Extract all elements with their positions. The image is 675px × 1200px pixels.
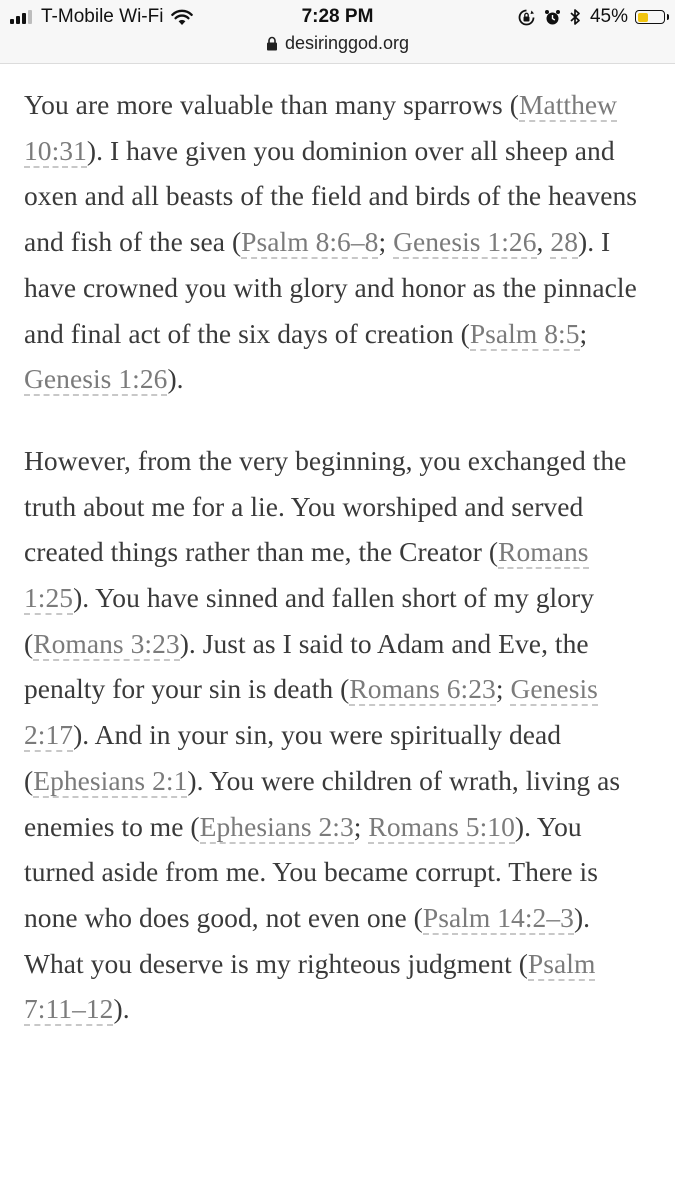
scripture-link-romans-3-23[interactable]: Romans 3:23 xyxy=(33,627,180,659)
text: ). xyxy=(113,993,130,1025)
text: ). You turned aside from me. You became corrupt. There is none who does good, not even one ( xyxy=(24,810,598,933)
scripture-link-matthew-10-31[interactable]: Matthew 10:31 xyxy=(24,89,618,166)
status-right xyxy=(518,6,665,28)
url-bar[interactable] xyxy=(0,33,675,64)
scripture-link-genesis-1-28[interactable]: 28 xyxy=(550,226,578,258)
text: ). I have crowned you with glory and honor as the pinnacle and final act of the six days of creation ( xyxy=(24,226,637,349)
text: ). You were children of wrath, living as enemies to me ( xyxy=(24,764,621,842)
battery-percent: 45% xyxy=(589,6,628,27)
text: ). I have given you dominion over all sheep and oxen and all beasts of the field and birds of the heavens and fish of the sea ( xyxy=(24,134,638,258)
scripture-link-romans-6-23[interactable]: Romans 6:23 xyxy=(349,673,496,705)
text: ). What you deserve is my righteous judgment ( xyxy=(24,901,591,979)
alarm-icon xyxy=(544,9,561,26)
scripture-link-ephesians-2-1[interactable]: Ephesians 2:1 xyxy=(33,764,188,796)
carrier-label: T-Mobile Wi-Fi xyxy=(41,6,164,27)
text: ; xyxy=(353,810,369,842)
scripture-link-genesis-1-26[interactable]: Genesis 1:26 xyxy=(393,226,537,258)
scripture-link-psalm-8-5[interactable]: Psalm 8:5 xyxy=(469,317,580,349)
text: ; xyxy=(495,673,511,705)
text: ). And in your sin, you were spiritually dead ( xyxy=(24,719,562,796)
text: , xyxy=(536,226,551,258)
scripture-link-genesis-2-17[interactable]: Genesis 2:17 xyxy=(24,673,598,751)
url-text[interactable]: desiringgod.org xyxy=(284,33,410,53)
status-bar xyxy=(0,0,675,36)
scripture-link-psalm-8-6-8[interactable]: Psalm 8:6–8 xyxy=(241,226,379,258)
url-display[interactable] xyxy=(266,33,409,54)
text: ). xyxy=(167,363,184,395)
scripture-link-romans-1-25[interactable]: Romans 1:25 xyxy=(24,536,589,614)
scripture-link-psalm-7-11-12[interactable]: Psalm 7:11–12 xyxy=(24,947,596,1025)
article-body xyxy=(24,82,654,1032)
text: You are more valuable than many sparrows ( xyxy=(24,89,519,120)
text: However, from the very beginning, you exchanged the truth about me for a lie. You worshiped and served created things rather than me, the Creator ( xyxy=(24,444,627,568)
text: ). You have sinned and fallen short of my glory ( xyxy=(24,582,595,659)
text: ; xyxy=(378,226,394,258)
scripture-link-ephesians-2-3[interactable]: Ephesians 2:3 xyxy=(199,810,354,842)
clock: 7:28 PM xyxy=(301,6,374,27)
scripture-link-romans-5-10[interactable]: Romans 5:10 xyxy=(368,810,515,842)
text: ). Just as I said to Adam and Eve, the penalty for your sin is death ( xyxy=(24,627,589,705)
bluetooth-icon xyxy=(570,8,581,26)
lock-icon xyxy=(266,36,278,51)
scripture-link-psalm-14-2-3[interactable]: Psalm 14:2–3 xyxy=(422,901,574,933)
text: ; xyxy=(579,317,588,349)
paragraph-2 xyxy=(24,438,654,1032)
scripture-link-genesis-1-26-b[interactable]: Genesis 1:26 xyxy=(24,363,168,395)
battery-level xyxy=(638,13,649,22)
paragraph-1 xyxy=(24,82,654,402)
screen-lock-icon xyxy=(518,9,535,26)
battery-icon xyxy=(635,10,665,24)
